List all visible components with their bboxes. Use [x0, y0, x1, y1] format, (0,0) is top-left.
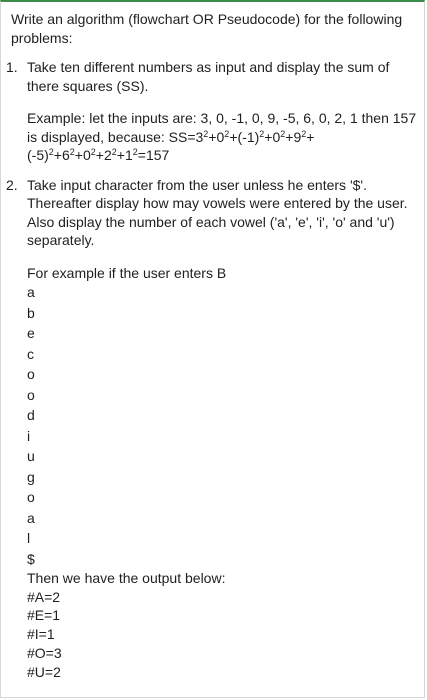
plus-sign: +: [116, 147, 125, 163]
term-exponent: 2: [48, 147, 54, 157]
input-letter: b: [27, 304, 35, 321]
term-base: 3: [195, 128, 204, 145]
plus-sign: +: [264, 128, 273, 145]
term-exponent: 2: [280, 128, 286, 139]
plus-sign: +: [229, 128, 238, 145]
formula-term: [196, 129, 209, 145]
term-base: (-1): [237, 128, 260, 145]
formula-result: =157: [137, 147, 170, 163]
input-letter: o: [27, 386, 35, 403]
term-exponent: 2: [69, 147, 75, 157]
input-letter: l: [27, 530, 31, 546]
input-letter: d: [27, 407, 35, 423]
term-base: 9: [293, 128, 302, 145]
output-line: #U=2: [27, 663, 61, 680]
problem-1-example-intro: Example: let the inputs are: 3, 0, -1, 0, 9, -5, 6, 0, 2, 1 then 157 is displayed, because: SS=: [27, 110, 417, 145]
input-letter: a: [27, 509, 35, 526]
term-base: 1: [124, 147, 133, 163]
term-base: 0: [272, 128, 281, 145]
input-letter: a: [27, 284, 35, 300]
plus-sign: +: [285, 128, 294, 145]
problem-1: [6, 58, 423, 165]
output-line: #A=2: [27, 588, 61, 605]
plus-sign: +: [74, 147, 83, 163]
question-heading: Write an algorithm (flowchart OR Pseudocode) for the following problems:: [11, 11, 403, 46]
input-letter: $: [27, 550, 35, 567]
input-letter: o: [27, 366, 35, 382]
output-line: #O=3: [27, 644, 62, 661]
formula-term: [83, 147, 96, 163]
term-base: (-5): [27, 147, 49, 163]
problem-2-number: 2.: [6, 176, 18, 193]
formula-term: [217, 129, 230, 145]
problem-1-text: Take ten different numbers as input and display the sum of there squares (SS).: [27, 59, 390, 94]
formula-term: [272, 129, 285, 145]
input-letter: i: [27, 427, 31, 444]
output-intro: Then we have the output below:: [27, 570, 226, 586]
problem-2-example-intro: For example if the user enters B: [27, 264, 227, 281]
document-content: [6, 10, 423, 681]
term-exponent: 2: [90, 147, 96, 157]
input-letter: c: [27, 345, 34, 362]
plus-sign: +: [306, 128, 315, 145]
formula-term: [27, 147, 54, 163]
term-exponent: 2: [132, 147, 138, 157]
plus-sign: +: [95, 147, 104, 163]
input-letters: [27, 282, 423, 569]
term-base: 0: [82, 147, 91, 163]
term-exponent: 2: [111, 147, 117, 157]
problem-1-number: 1.: [6, 59, 18, 75]
input-letter: e: [27, 325, 35, 341]
input-letter: u: [27, 448, 35, 464]
term-base: 6: [61, 147, 70, 163]
term-exponent: 2: [203, 128, 209, 139]
problem-2-text: Take input character from the user unless he enters '$'. Thereafter display how may vowels were entered by the user. Also display the number of each vowel ('a', 'e', 'i', 'o' and 'u') separately.: [27, 176, 408, 248]
problem-1-example: [27, 109, 423, 165]
term-exponent: 2: [301, 128, 307, 139]
plus-sign: +: [53, 147, 62, 163]
output-line: #I=1: [27, 626, 55, 643]
term-exponent: 2: [259, 128, 265, 139]
problem-2: [6, 176, 423, 682]
input-letter: g: [27, 468, 35, 485]
term-base: 0: [216, 128, 225, 145]
output-line: #E=1: [27, 607, 61, 624]
plus-sign: +: [208, 128, 217, 145]
formula-term: [62, 147, 75, 163]
formula-term: [104, 147, 117, 163]
formula-term: [238, 129, 265, 145]
formula-term: [125, 147, 138, 163]
term-exponent: 2: [224, 128, 230, 139]
input-letter: o: [27, 489, 35, 505]
term-base: 2: [103, 147, 112, 163]
output-list: [27, 588, 423, 682]
formula-term: [293, 129, 306, 145]
